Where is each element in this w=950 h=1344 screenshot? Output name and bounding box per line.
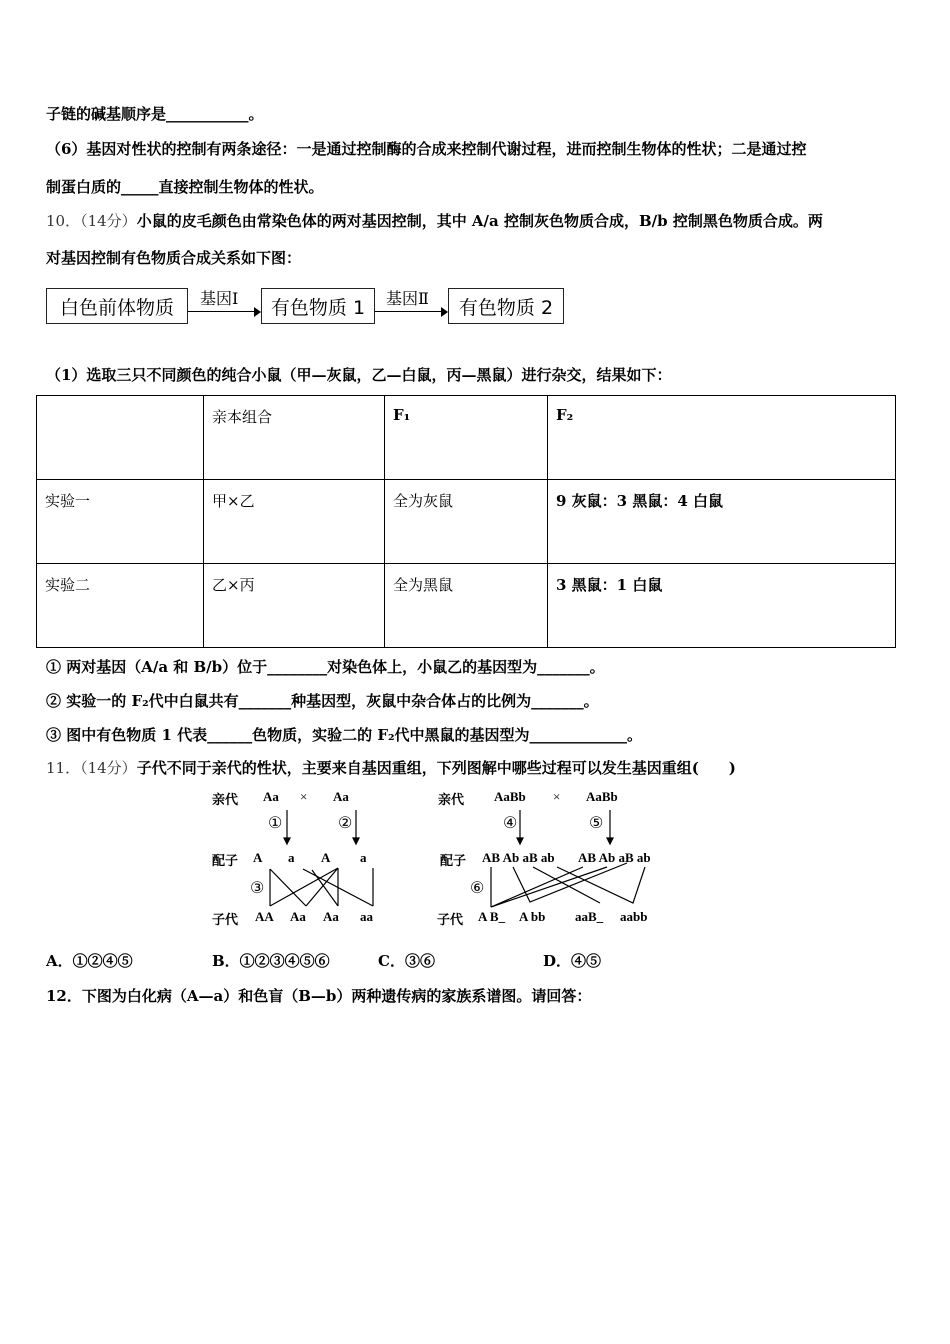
sub-question: ③ 图中有色物质 1 代表______色物质，实验二的 F₂代中黑鼠的基因型为_____________。 <box>46 726 643 744</box>
text-line: （6）基因对性状的控制有两条途径：一是通过控制酶的合成来控制代谢过程，进而控制生物体的性状；二是通过控 <box>46 140 807 158</box>
flow-arrow-label: 基因Ⅱ <box>386 289 429 308</box>
table-header: F₂ <box>548 396 896 480</box>
table-header: 亲本组合 <box>204 396 385 480</box>
question-number: 11．（14分） <box>46 759 137 777</box>
question-number: 10．（14分） <box>46 212 137 230</box>
sub-question: ② 实验一的 F₂代中白鼠共有_______种基因型，灰鼠中杂合体占的比例为_______。 <box>46 692 599 710</box>
sub-question: ① 两对基因（A/a 和 B/b）位于________对染色体上，小鼠乙的基因型为_______。 <box>46 658 605 676</box>
flow-box: 有色物质 2 <box>448 288 564 324</box>
option-b: B．①②③④⑤⑥ <box>212 952 330 970</box>
flow-box: 白色前体物质 <box>46 288 188 324</box>
text-line: 对基因控制有色物质合成关系如下图： <box>46 249 302 267</box>
flow-box: 有色物质 1 <box>261 288 375 324</box>
question-text: 子代不同于亲代的性状，主要来自基因重组，下列图解中哪些过程可以发生基因重组( ) <box>136 759 736 777</box>
question-text: 小鼠的皮毛颜色由常染色体的两对基因控制，其中 A/a 控制灰色物质合成，B/b 控制黑色物质合成。两 <box>136 212 823 230</box>
document-page: 子链的碱基顺序是___________。 （6）基因对性状的控制有两条途径：一是通过控制酶的合成来控制代谢过程，进而控制生物体的性状；二是通过控 制蛋白质的_____直接控制生物体的性状。 10．（14分）小鼠的皮毛颜色由常染色体的两对基因控制，其中 A/a 控制灰色物质合成，B/b 控制黑色物质合成。两 对基因控制有色物质合成关系如下图： 白色前体物质 基因Ⅰ 有色物质 1 基因Ⅱ 有色物质 2 （1）选取三只不同颜色的纯合小鼠（甲—灰鼠，乙—白鼠，丙—黑鼠）进行杂交，结果如下： 亲本组合 F₁ F₂ 实验一 甲×乙 全为灰鼠 9 灰鼠：3 黑鼠：4 白鼠 实验二 乙×丙 全为黑鼠 3 黑鼠：1 白鼠 ① 两对基因（A/a 和 B/b）位于________对染色体上，小鼠乙的基因型为_______。 ② 实验一的 F₂代中白鼠共有_______种基因型，灰鼠中杂合体占的比例为_______。 ③ 图中有色物质 1 代表______色物质，实验二的 F₂代中黑鼠的基因型为_____________。 11．（14分）子代不同于亲代的性状，主要来自基因重组，下列图解中哪些过程可以发生基因重组( ) 亲代 Aa × Aa ① ② 配子 A a A a ③ 子代 AA Aa Aa aa 亲代 AaBb × AaBb ④ ⑤ 配子 AB Ab aB ab AB Ab aB ab ⑥ 子代 A B_ A bb aaB_ aabb A．①②④⑤ B．①②③④⑤⑥ C．③⑥ D．④⑤ 12．下图为白化病（A—a）和色盲（B—b）两种遗传病的家族系谱图。请回答： <box>0 0 950 1344</box>
table-row: 实验一 甲×乙 全为灰鼠 9 灰鼠：3 黑鼠：4 白鼠 <box>37 480 896 564</box>
text-line: 制蛋白质的_____直接控制生物体的性状。 <box>46 178 324 196</box>
option-d: D．④⑤ <box>543 952 602 970</box>
option-a: A．①②④⑤ <box>46 952 133 970</box>
question-text: 12．下图为白化病（A—a）和色盲（B—b）两种遗传病的家族系谱图。请回答： <box>46 987 592 1005</box>
text-line: 子链的碱基顺序是___________。 <box>46 105 264 123</box>
text-line: （1）选取三只不同颜色的纯合小鼠（甲—灰鼠，乙—白鼠，丙—黑鼠）进行杂交，结果如下： <box>46 366 672 384</box>
flow-arrow-label: 基因Ⅰ <box>200 289 239 308</box>
option-c: C．③⑥ <box>378 952 435 970</box>
table-header: F₁ <box>385 396 548 480</box>
table-row: 实验二 乙×丙 全为黑鼠 3 黑鼠：1 白鼠 <box>37 564 896 648</box>
